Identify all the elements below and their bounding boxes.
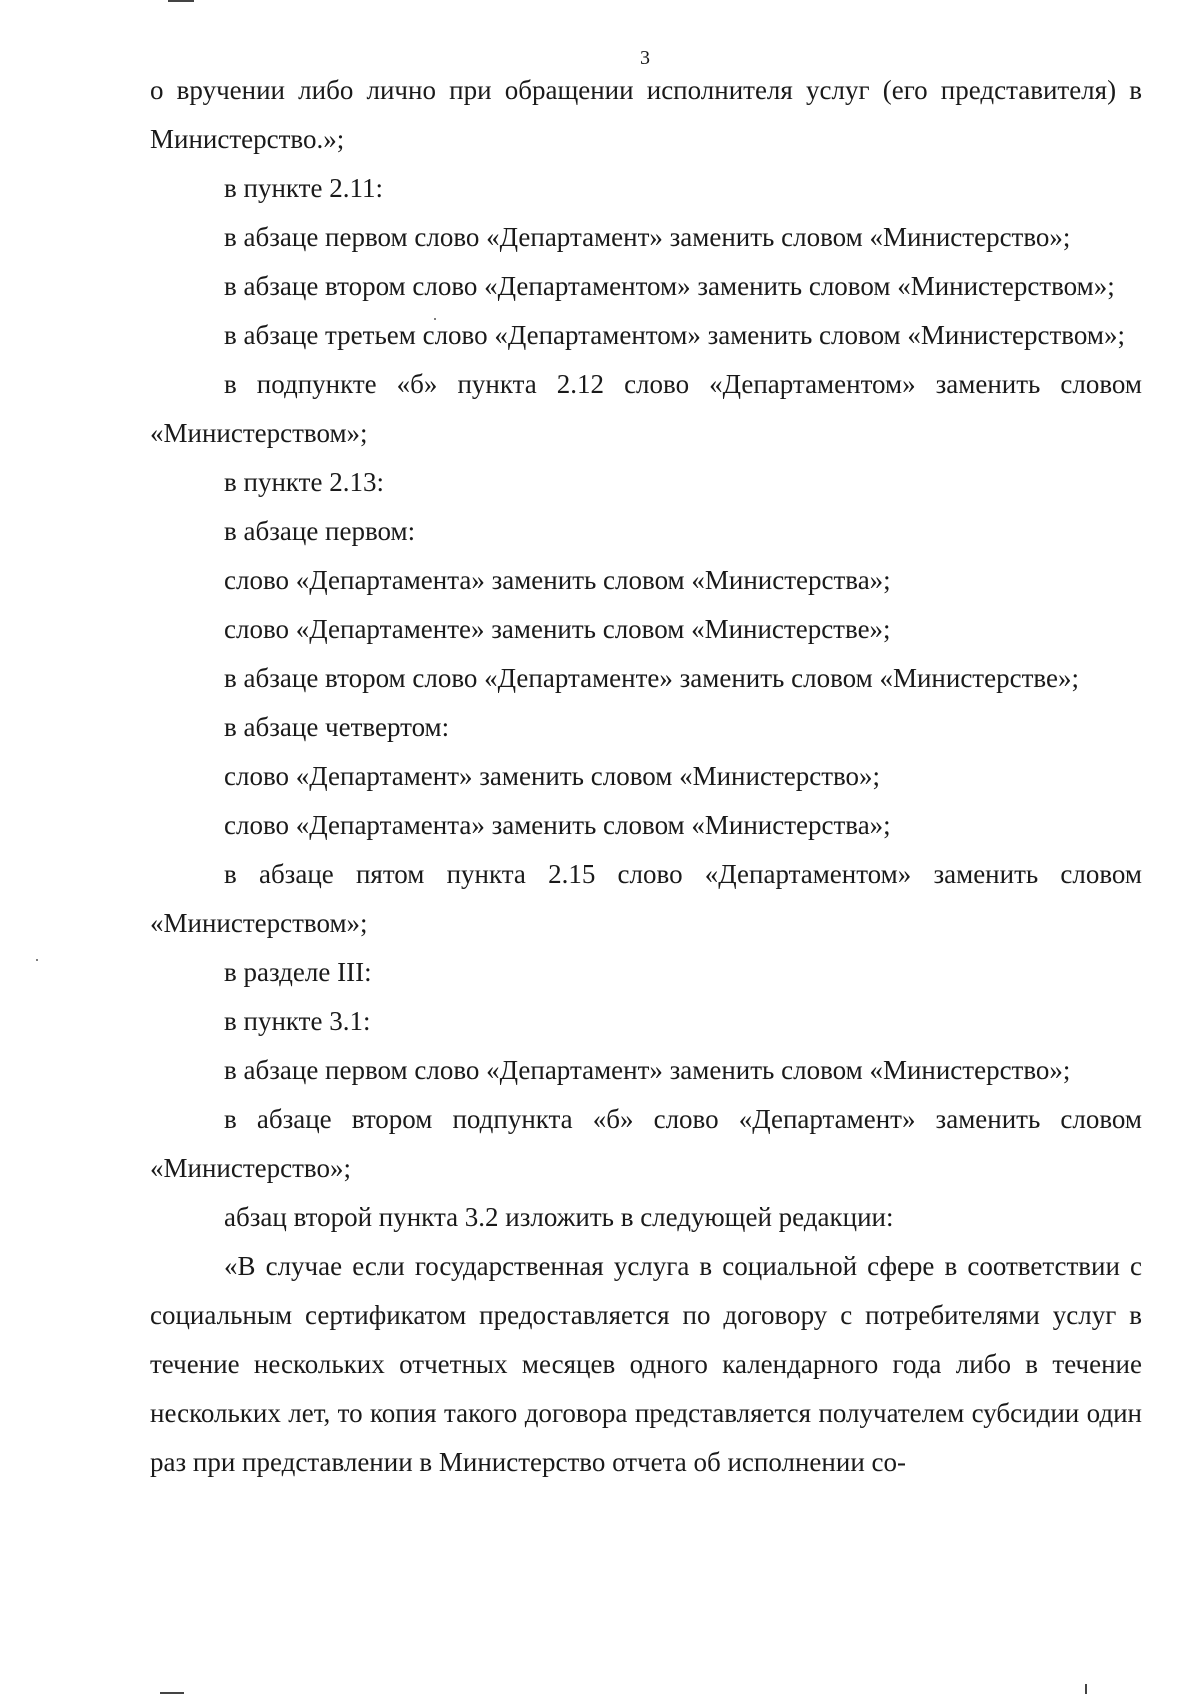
scan-edge-mark-top (168, 0, 194, 2)
paragraph: «В случае если государственная услуга в социальной сфере в соответствии с социальным сертификатом предоставляется по договору с потребителями услуг в течение нескольких отчетных месяцев одного календарного года либо в течение нескольких лет, то копия такого договора представляется получателем субсидии один раз при представлении в Министерство отчета об исполнении со- (150, 1251, 1142, 1477)
paragraph: в абзаце третьем слово «Департаментом» заменить словом «Министерством»; (224, 320, 1125, 350)
paragraph: в подпункте «б» пункта 2.12 слово «Департаментом» заменить словом «Министерством»; (150, 369, 1142, 448)
document-body (150, 66, 1142, 1487)
paragraph: слово «Департамента» заменить словом «Министерства»; (224, 565, 891, 595)
page-number: 3 (640, 47, 650, 69)
paragraph: в абзаце четвертом: (224, 712, 450, 742)
paragraph: в абзаце втором слово «Департаментом» заменить словом «Министерством»; (224, 271, 1115, 301)
paragraph: слово «Департамента» заменить словом «Министерства»; (224, 810, 891, 840)
paragraph: абзац второй пункта 3.2 изложить в следующей редакции: (224, 1202, 894, 1232)
paragraph: в пункте 3.1: (224, 1006, 371, 1036)
paragraph: слово «Департаменте» заменить словом «Министерстве»; (224, 614, 891, 644)
paragraph: в пункте 2.11: (224, 173, 383, 203)
paragraph: слово «Департамент» заменить словом «Министерство»; (224, 761, 881, 791)
paragraph: о вручении либо лично при обращении исполнителя услуг (его представителя) в Министерство.»; (150, 75, 1142, 154)
paragraph: в абзаце втором подпункта «б» слово «Департамент» заменить словом «Министерство»; (150, 1104, 1142, 1183)
paragraph: в абзаце пятом пункта 2.15 слово «Департаментом» заменить словом «Министерством»; (150, 859, 1142, 938)
scan-speck (36, 959, 38, 961)
paragraph: в абзаце первом слово «Департамент» заменить словом «Министерство»; (224, 222, 1071, 252)
scan-edge-mark-bottom-right (1085, 1684, 1087, 1694)
scan-edge-mark-bottom-left (160, 1692, 184, 1694)
paragraph: в абзаце первом: (224, 516, 416, 546)
paragraph: в абзаце первом слово «Департамент» заменить словом «Министерство»; (224, 1055, 1071, 1085)
paragraph: в разделе III: (224, 957, 372, 987)
paragraph: в пункте 2.13: (224, 467, 384, 497)
paragraph: в абзаце втором слово «Департаменте» заменить словом «Министерстве»; (224, 663, 1079, 693)
